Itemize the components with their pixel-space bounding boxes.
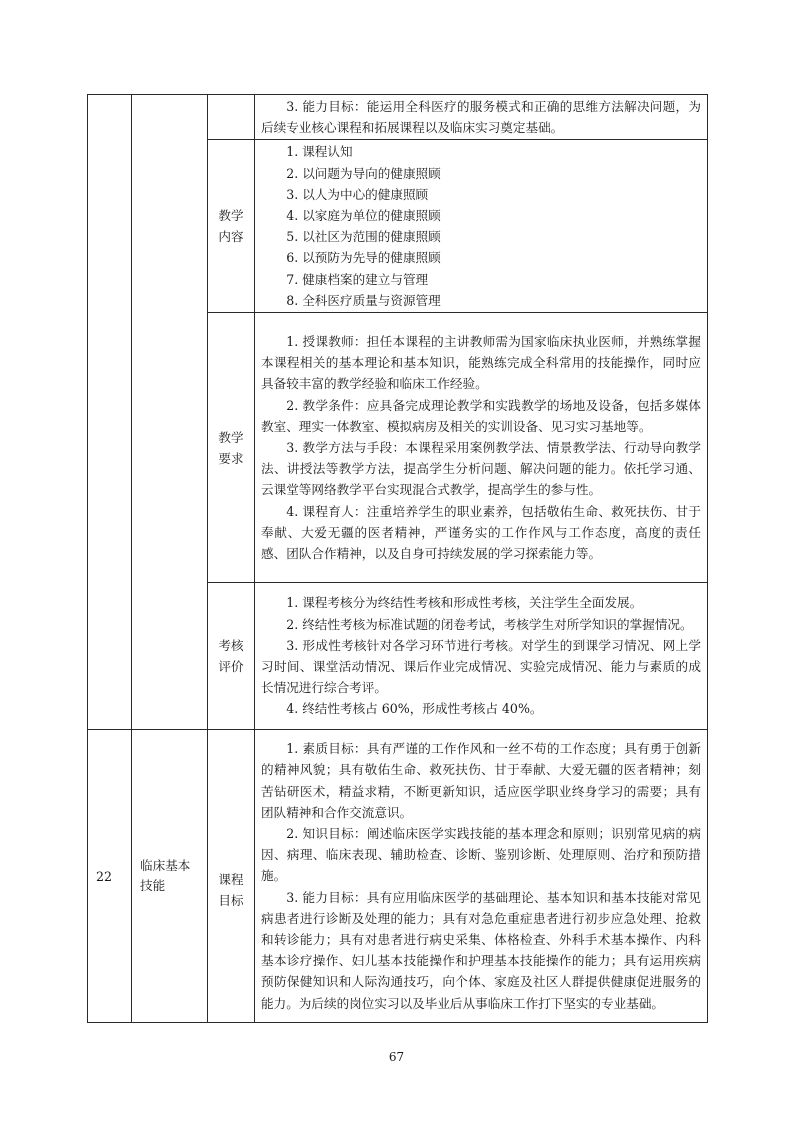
course-name: 临床基本 技能: [132, 730, 208, 1023]
section-label-cell-prev: [208, 95, 255, 140]
content-cell: [255, 140, 708, 313]
assessment-item: 3. 形成性考核针对各学习环节进行考核。对学生的到课学习情况、网上学习时间、课堂活动情况、课后作业完成情况、实验完成情况、能力与素质的成长情况进行综合考评。: [261, 637, 701, 696]
section-label-requirements: 教学 要求: [208, 313, 255, 583]
number-cell-prev: [88, 95, 132, 730]
requirement-item: 3. 教学方法与手段：本课程采用案例教学法、情景教学法、行动导向教学法、讲授法等教学方法，提高学生分析问题、解决问题的能力。依托学习通、云课堂等网络教学平台实现混合式教学，提高学生的参与性。: [261, 439, 701, 498]
goal-item: 1. 素质目标：具有严谨的工作作风和一丝不苟的工作态度；具有勇于创新的精神风貌；具有敬佑生命、救死扶伤、甘于奉献、大爱无疆的医者精神；刻苦钻研医术，精益求精，不断更新知识，适应医学职业终身学习的需要；具有团队精神和合作交流意识。: [261, 741, 701, 820]
page-number: 67: [388, 1050, 405, 1064]
name-cell-prev: [132, 95, 208, 730]
assessment-item: 2. 终结性考核为标准试题的闭卷考试，考核学生对所学知识的掌握情况。: [286, 616, 693, 632]
goal-item: 2. 知识目标：阐述临床医学实践技能的基本理念和原则；识别常见病的病因、病理、临床表现、辅助检查、诊断、鉴别诊断、处理原则、治疗和预防措施。: [261, 826, 701, 884]
requirement-item: 4. 课程育人：注重培养学生的职业素养，包括敬佑生命、救死扶伤、甘于奉献、大爱无疆的医者精神，严谨务实的工作作风与工作态度，高度的责任感、团队合作精神，以及自身可持续发展的学习探索能力等。: [261, 503, 701, 561]
requirement-item: 2. 教学条件：应具备完成理论教学和实践教学的场地及设备，包括多媒体教室、理实一体教室、模拟病房及相关的实训设备、见习实习基地等。: [261, 397, 701, 434]
goal-item: 3. 能力目标：具有应用临床医学的基础理论、基本知识和基本技能对常见病患者进行诊断及处理的能力；具有对急危重症患者进行初步应急处理、抢救和转诊能力；具有对患者进行病史采集、体格检查、外科手术基本操作、内科基本诊疗操作、妇儿基本技能操作和护理基本技能操作的能力；具有运用疾病预防保健知识和人际沟通技巧，向个体、家庭及社区人群提供健康促进服务的能力。为后续的岗位实习以及毕业后从事临床工作打下坚实的专业基础。: [261, 889, 701, 1011]
goals-cell: [255, 730, 708, 1023]
list-item: 2. 以问题为导向的健康照顾: [286, 165, 441, 181]
course-table: [87, 94, 708, 1023]
section-label-content: 教学 内容: [208, 140, 255, 313]
list-item: 1. 课程认知: [286, 144, 353, 160]
course-number: 22: [88, 730, 132, 1023]
section-label-assessment: 考核 评价: [208, 583, 255, 730]
assessment-item: 4. 终结性考核占 60%，形成性考核占 40%。: [286, 701, 543, 717]
requirement-item: 1. 授课教师：担任本课程的主讲教师需为国家临床执业医师，并熟练掌握本课程相关的基本理论和基本知识，能熟练完成全科常用的技能操作，同时应具备较丰富的教学经验和临床工作经验。: [261, 333, 701, 392]
list-item: 5. 以社区为范围的健康照顾: [286, 229, 441, 245]
goal-cell: [255, 95, 708, 140]
assessment-item: 1. 课程考核分为终结性考核和形成性考核，关注学生全面发展。: [286, 595, 643, 611]
assessment-cell: [255, 583, 708, 730]
goal-ability-text: 3. 能力目标：能运用全科医疗的服务模式和正确的思维方法解决问题，为后续专业核心课程和拓展课程以及临床实习奠定基础。: [261, 99, 701, 136]
table-row-prev-goal: [88, 95, 708, 140]
section-label-goals: 课程 目标: [208, 730, 255, 1023]
list-item: 3. 以人为中心的健康照顾: [286, 186, 429, 202]
list-item: 7. 健康档案的建立与管理: [286, 271, 429, 287]
list-item: 4. 以家庭为单位的健康照顾: [286, 208, 441, 224]
list-item: 8. 全科医疗质量与资源管理: [286, 292, 441, 308]
table-row-course-22: [88, 730, 708, 1023]
requirements-cell: [255, 313, 708, 583]
list-item: 6. 以预防为先导的健康照顾: [286, 250, 441, 266]
